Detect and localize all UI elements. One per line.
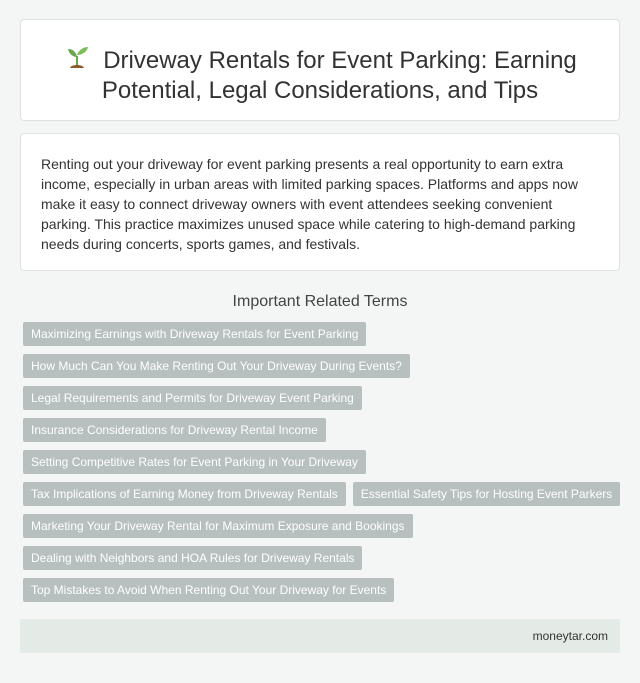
related-terms-list bbox=[20, 322, 620, 610]
term-row bbox=[20, 482, 620, 514]
term-tag[interactable]: Tax Implications of Earning Money from Driveway Rentals bbox=[23, 482, 346, 506]
term-row bbox=[20, 322, 620, 354]
term-tag[interactable]: Setting Competitive Rates for Event Parking in Your Driveway bbox=[23, 450, 366, 474]
title-card bbox=[20, 19, 620, 121]
term-row bbox=[20, 386, 620, 418]
term-tag[interactable]: Essential Safety Tips for Hosting Event Parkers bbox=[353, 482, 620, 506]
term-tag[interactable]: How Much Can You Make Renting Out Your Driveway During Events? bbox=[23, 354, 410, 378]
term-row bbox=[20, 578, 620, 610]
related-terms-heading: Important Related Terms bbox=[232, 293, 408, 310]
intro-paragraph: Renting out your driveway for event parking presents a real opportunity to earn extra income, especially in urban areas with limited parking spaces. Platforms and apps now make it easy to connect driveway owners with event attendees seeking convenient parking. This practice maximizes unused space while catering to high-demand parking needs during concerts, sports games, and festivals. bbox=[41, 156, 578, 252]
term-row bbox=[20, 514, 620, 546]
term-row bbox=[20, 450, 620, 482]
term-row bbox=[20, 354, 620, 386]
term-tag[interactable]: Dealing with Neighbors and HOA Rules for Driveway Rentals bbox=[23, 546, 362, 570]
seedling-icon bbox=[63, 44, 91, 70]
term-tag[interactable]: Insurance Considerations for Driveway Rental Income bbox=[23, 418, 326, 442]
page-title bbox=[41, 44, 599, 106]
term-tag[interactable]: Maximizing Earnings with Driveway Rentals for Event Parking bbox=[23, 322, 366, 346]
term-row bbox=[20, 418, 620, 450]
footer bbox=[20, 619, 620, 653]
term-tag[interactable]: Marketing Your Driveway Rental for Maximum Exposure and Bookings bbox=[23, 514, 413, 538]
term-tag[interactable]: Legal Requirements and Permits for Driveway Event Parking bbox=[23, 386, 362, 410]
page-title-text: Driveway Rentals for Event Parking: Earning Potential, Legal Considerations, and Tips bbox=[101, 47, 577, 104]
term-row bbox=[20, 546, 620, 578]
term-tag[interactable]: Top Mistakes to Avoid When Renting Out Your Driveway for Events bbox=[23, 578, 394, 602]
intro-card bbox=[20, 133, 620, 271]
footer-site-link[interactable]: moneytar.com bbox=[532, 629, 608, 643]
